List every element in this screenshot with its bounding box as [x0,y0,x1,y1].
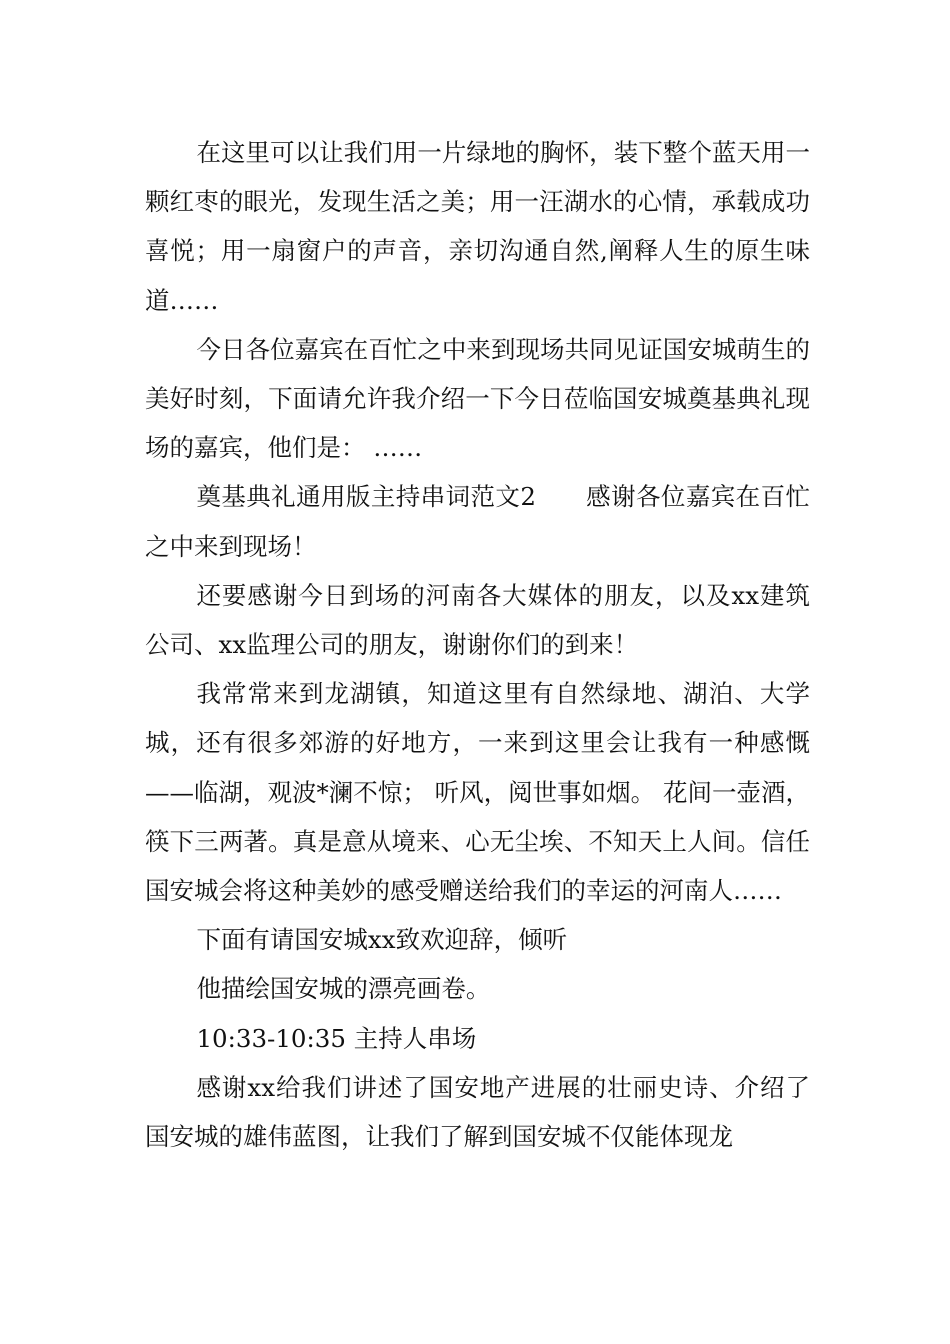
paragraph-3: 奠基典礼通用版主持串词范文2 感谢各位嘉宾在百忙之中来到现场！ [145,482,810,561]
paragraph-2: 今日各位嘉宾在百忙之中来到现场共同见证国安城萌生的美好时刻，下面请允许我介绍一下今日莅临国安城奠基典礼现场的嘉宾，他们是： …… [145,334,810,463]
paragraph-1: 在这里可以让我们用一片绿地的胸怀，装下整个蓝天用一颗红枣的眼光，发现生活之美；用一汪湖水的心情，承载成功喜悦；用一扇窗户的声音，亲切沟通自然,阐释人生的原生味道…… [145,138,810,315]
paragraph-4: 还要感谢今日到场的河南各大媒体的朋友，以及xx建筑公司、xx监理公司的朋友，谢谢你们的到来！ [145,580,810,660]
paragraph-7: 他描绘国安城的漂亮画卷。 [196,974,491,1004]
paragraph-9: 感谢xx给我们讲述了国安地产进展的壮丽史诗、介绍了国安城的雄伟蓝图，让我们了解到国安城不仅能体现龙 [145,1072,810,1152]
paragraph-6: 下面有请国安城xx致欢迎辞，倾听 [196,925,568,955]
paragraph-8: 10:33-10:35 主持人串场 [196,1023,477,1053]
paragraph-5: 我常常来到龙湖镇，知道这里有自然绿地、湖泊、大学城，还有很多郊游的好地方，一来到这里会让我有一种感慨——临湖，观波*澜不惊； 听风，阅世事如烟。 花间一壶酒，筷下三两著。真是意从境来、心无尘埃、不知天上人间。信任国安城会将这种美妙的感受赠送给我们的幸运的河南人…… [145,679,810,906]
document-body [145,128,810,1161]
